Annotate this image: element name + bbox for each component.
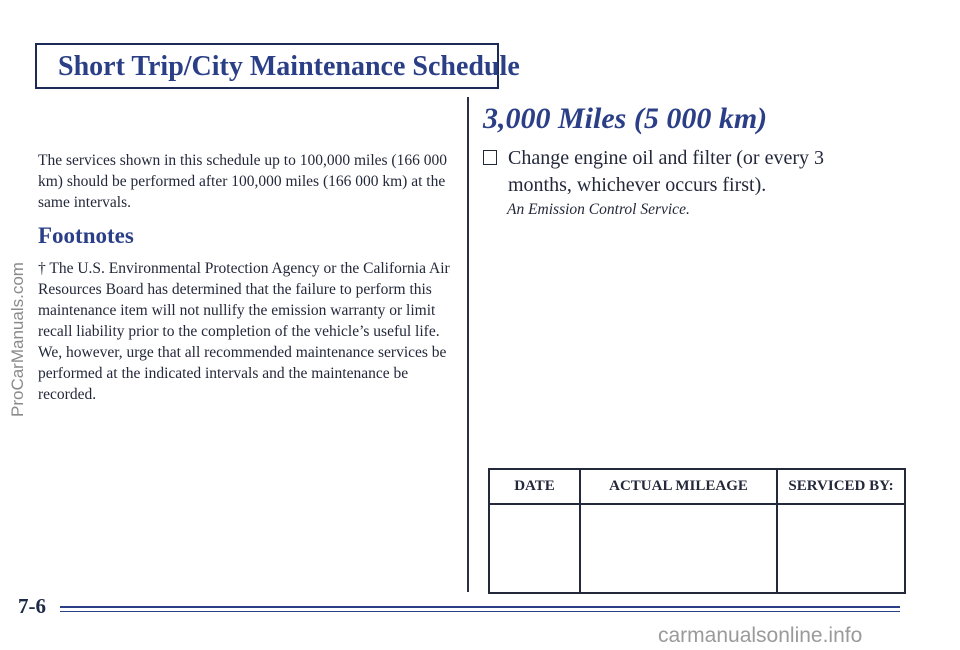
checkbox-icon[interactable] — [483, 150, 497, 165]
emission-note: An Emission Control Service. — [507, 201, 690, 218]
maintenance-item-text: Change engine oil and filter (or every 3 months, whichever occurs first). — [508, 147, 824, 196]
footer-rule-thin — [60, 611, 900, 612]
column-divider — [467, 97, 469, 592]
page-number: 7-6 — [18, 594, 46, 618]
footer-rule — [60, 606, 900, 608]
date-cell[interactable] — [489, 504, 580, 593]
footnote-paragraph: † The U.S. Environmental Protection Agency or the California Air Resources Board has determined that the failure to perform this maintenance item will not nullify the emission warranty or limit recall liability prior to the completion of the vehicle’s useful life. We, however, urge that all recommended maintenance services be performed at the indicated intervals and the maintenance be recorded. — [38, 260, 450, 403]
column-header-serviced-by: SERVICED BY: — [777, 469, 905, 504]
table-row — [489, 504, 905, 593]
side-watermark: ProCarManuals.com — [8, 262, 27, 417]
intro-paragraph: The services shown in this schedule up to 100,000 miles (166 000 km) should be performed after 100,000 miles (166 000 km) at the same intervals. — [38, 152, 447, 211]
column-header-date: DATE — [489, 469, 580, 504]
column-header-mileage: ACTUAL MILEAGE — [580, 469, 777, 504]
maintenance-item — [483, 145, 883, 199]
page-title: Short Trip/City Maintenance Schedule — [58, 51, 520, 82]
section-heading: 3,000 Miles (5 000 km) — [483, 102, 768, 135]
bottom-watermark: carmanualsonline.info — [658, 624, 863, 647]
footnotes-heading: Footnotes — [38, 223, 134, 248]
serviced-by-cell[interactable] — [777, 504, 905, 593]
service-log-table — [488, 468, 906, 594]
table-header-row — [489, 469, 905, 504]
mileage-cell[interactable] — [580, 504, 777, 593]
